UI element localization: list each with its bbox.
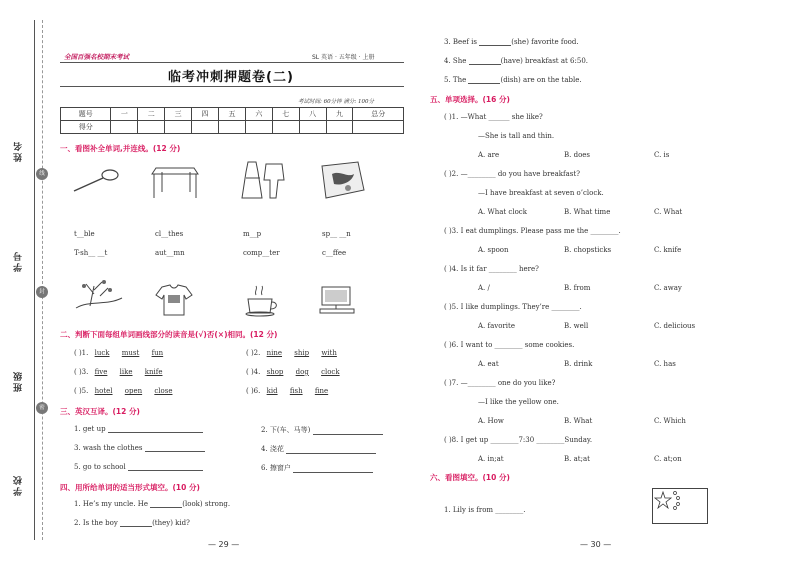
school-label: 学校 (14, 474, 24, 496)
translate-item: 6. 擦窗户 (261, 463, 373, 473)
mc-option[interactable]: C. away (654, 284, 682, 292)
word: five (94, 368, 108, 376)
map-icon (318, 160, 368, 202)
fill-word: T-sh__ __t (74, 249, 108, 257)
mc-option[interactable]: B. from (564, 284, 591, 292)
score-input[interactable] (326, 121, 353, 134)
computer-icon (318, 285, 362, 315)
score-input[interactable] (299, 121, 326, 134)
page-title: 临考冲刺押题卷(二) (168, 70, 294, 85)
translate-item: 5. go to school (74, 463, 203, 471)
score-cell: 题号 (61, 108, 111, 121)
mc-subline: —She is tall and thin. (478, 132, 555, 140)
mc-option[interactable]: C. knife (654, 246, 682, 254)
score-cell: 二 (138, 108, 165, 121)
student-id-label: 学号 (14, 250, 24, 272)
answer-blank[interactable] (468, 76, 500, 84)
word: with (321, 349, 337, 357)
score-cell: 八 (299, 108, 326, 121)
score-cell: 一 (111, 108, 138, 121)
item-number[interactable]: ( )4. (246, 368, 261, 376)
grammar-item: 1. He’s my uncle. He (look) strong. (74, 500, 231, 508)
word: like (119, 368, 133, 376)
mc-option[interactable]: A. favorite (478, 322, 515, 330)
score-input[interactable] (111, 121, 138, 134)
china-flag-icon (652, 488, 708, 524)
word: shop (266, 368, 284, 376)
score-input[interactable] (353, 121, 404, 134)
mc-option[interactable]: C. has (654, 360, 676, 368)
section-3-title: 三、英汉互译。(12 分) (60, 407, 140, 416)
seal-marker-secret: 密 (36, 402, 48, 414)
grammar-item: 2. Is the boy (they) kid? (74, 519, 190, 527)
mc-option[interactable]: A. What clock (478, 208, 527, 216)
word: fine (314, 387, 329, 395)
word: open (124, 387, 143, 395)
section-5-title: 五、单项选择。(16 分) (430, 95, 510, 104)
grammar-item: 5. The (dish) are on the table. (444, 76, 582, 84)
item-number[interactable]: ( )2. (246, 349, 261, 357)
mc-option[interactable]: A. eat (478, 360, 499, 368)
word: nine (266, 349, 283, 357)
score-cell: 总分 (353, 108, 404, 121)
word: fish (289, 387, 303, 395)
fill-word: cl__thes (155, 230, 184, 238)
fill-word: t__ble (74, 230, 95, 238)
score-input[interactable] (272, 121, 299, 134)
word: must (121, 349, 140, 357)
fill-word: m__p (243, 230, 262, 238)
score-label: 得分 (61, 121, 111, 134)
phonics-item-5 (74, 387, 172, 395)
score-cell: 三 (165, 108, 192, 121)
score-input[interactable] (165, 121, 192, 134)
dashed-cut-line (42, 20, 43, 540)
section-4-title: 四、用所给单词的适当形式填空。(10 分) (60, 483, 200, 492)
phonics-item-6 (246, 387, 328, 395)
score-header-row (61, 108, 404, 121)
score-cell: 四 (192, 108, 219, 121)
score-cell: 六 (245, 108, 272, 121)
phonics-item-4 (246, 368, 340, 376)
mc-stem[interactable]: ( )5. I like dumplings. They’re ________. (444, 303, 582, 311)
score-input[interactable] (245, 121, 272, 134)
section-1-title: 一、看图补全单词,并连线。(12 分) (60, 144, 181, 153)
phonics-item-2 (246, 349, 337, 357)
score-cell: 七 (272, 108, 299, 121)
answer-blank[interactable] (150, 500, 182, 508)
mc-option[interactable]: B. drink (564, 360, 593, 368)
page-number-left: — 29 — (208, 540, 240, 549)
mc-option[interactable]: A. spoon (478, 246, 509, 254)
answer-blank[interactable] (286, 446, 376, 454)
mc-stem[interactable]: ( )6. I want to ________ some cookies. (444, 341, 575, 349)
mc-stem[interactable]: ( )2. —________ do you have breakfast? (444, 170, 580, 178)
word: knife (144, 368, 163, 376)
fill-word: sp__ __n (322, 230, 351, 238)
translate-item: 4. 浇花 (261, 444, 376, 454)
mc-option[interactable]: C. at;on (654, 455, 682, 463)
table-icon (150, 162, 200, 200)
seal-marker-line: 线 (36, 168, 48, 180)
mc-option[interactable]: C. is (654, 151, 670, 159)
score-input[interactable] (192, 121, 219, 134)
name-label: 姓名 (14, 140, 24, 162)
mc-option[interactable]: B. What (564, 417, 593, 425)
section-2-title: 二、判断下面每组单词画线部分的读音是(√)否(×)相同。(12 分) (60, 330, 278, 339)
banner-text: 全国百强名校期末考试 (64, 53, 129, 61)
mc-option[interactable]: B. What time (564, 208, 611, 216)
page-number-right: — 30 — (580, 540, 612, 549)
header-rule (60, 62, 404, 63)
word: luck (94, 349, 110, 357)
autumn-tree-icon (70, 276, 126, 316)
fill-word: c__ffee (322, 249, 347, 257)
answer-blank[interactable] (293, 465, 373, 473)
spoon-icon (70, 165, 120, 195)
course-text: SL 英语 · 五年级 · 上册 (312, 54, 375, 61)
phonics-item-3 (74, 368, 162, 376)
score-input[interactable] (138, 121, 165, 134)
grammar-item: 3. Beef is (she) favorite food. (444, 38, 579, 46)
answer-blank[interactable] (145, 444, 205, 452)
mc-stem[interactable]: ( )7. —________ one do you like? (444, 379, 556, 387)
mc-option[interactable]: C. What (654, 208, 683, 216)
translate-item: 1. get up (74, 425, 203, 433)
word: clock (321, 368, 340, 376)
seal-marker-seal: 封 (36, 286, 48, 298)
score-input-row (61, 121, 404, 134)
mc-option[interactable]: A. How (478, 417, 504, 425)
exam-info: 考试时间: 60分钟 满分: 100分 (298, 99, 374, 105)
answer-blank[interactable] (108, 425, 203, 433)
picture-fill-item[interactable]: 1. Lily is from ________. (444, 506, 526, 514)
phonics-item-1 (74, 349, 163, 357)
answer-blank[interactable] (128, 463, 203, 471)
word: dog (295, 368, 309, 376)
mc-option[interactable]: A. in;at (478, 455, 504, 463)
mc-option[interactable]: A. are (478, 151, 500, 159)
score-input[interactable] (219, 121, 246, 134)
word: close (154, 387, 173, 395)
section-6-title: 六、看图填空。(10 分) (430, 473, 510, 482)
answer-blank[interactable] (313, 427, 383, 435)
score-cell: 五 (219, 108, 246, 121)
mc-option[interactable]: B. does (564, 151, 591, 159)
answer-blank[interactable] (120, 519, 152, 527)
item-number[interactable]: ( )5. (74, 387, 89, 395)
class-label: 班级 (14, 370, 24, 392)
fill-word: comp__ter (243, 249, 280, 257)
tshirt-icon (154, 283, 194, 317)
word: hotel (94, 387, 113, 395)
item-number[interactable]: ( )3. (74, 368, 89, 376)
score-table (60, 107, 404, 134)
mc-option[interactable]: B. chopsticks (564, 246, 612, 254)
binding-line (34, 20, 35, 540)
coffee-icon (240, 285, 280, 317)
grammar-item: 4. She (have) breakfast at 6:50. (444, 57, 588, 65)
score-cell: 九 (326, 108, 353, 121)
clothes-icon (238, 158, 288, 202)
mc-option[interactable]: B. at;at (564, 455, 590, 463)
answer-blank[interactable] (469, 57, 501, 65)
translate-item: 3. wash the clothes (74, 444, 205, 452)
title-rule (60, 86, 404, 87)
mc-subline: —I have breakfast at seven o’clock. (478, 189, 604, 197)
mc-subline: —I like the yellow one. (478, 398, 559, 406)
word: kid (266, 387, 278, 395)
mc-stem[interactable]: ( )8. I get up ________7:30 ________Sunday. (444, 436, 593, 444)
mc-stem[interactable]: ( )1. —What ______ she like? (444, 113, 543, 121)
mc-option[interactable]: B. well (564, 322, 589, 330)
word: ship (294, 349, 310, 357)
mc-option[interactable]: A. / (478, 284, 490, 292)
translate-item: 2. 下(车、马等) (261, 425, 383, 435)
mc-stem[interactable]: ( )4. Is it far ________ here? (444, 265, 539, 273)
answer-blank[interactable] (479, 38, 511, 46)
item-number[interactable]: ( )6. (246, 387, 261, 395)
mc-stem[interactable]: ( )3. I eat dumplings. Please pass me the ________. (444, 227, 621, 235)
word: fun (151, 349, 164, 357)
mc-option[interactable]: C. delicious (654, 322, 696, 330)
mc-option[interactable]: C. Which (654, 417, 686, 425)
fill-word: aut__mn (155, 249, 185, 257)
item-number[interactable]: ( )1. (74, 349, 89, 357)
